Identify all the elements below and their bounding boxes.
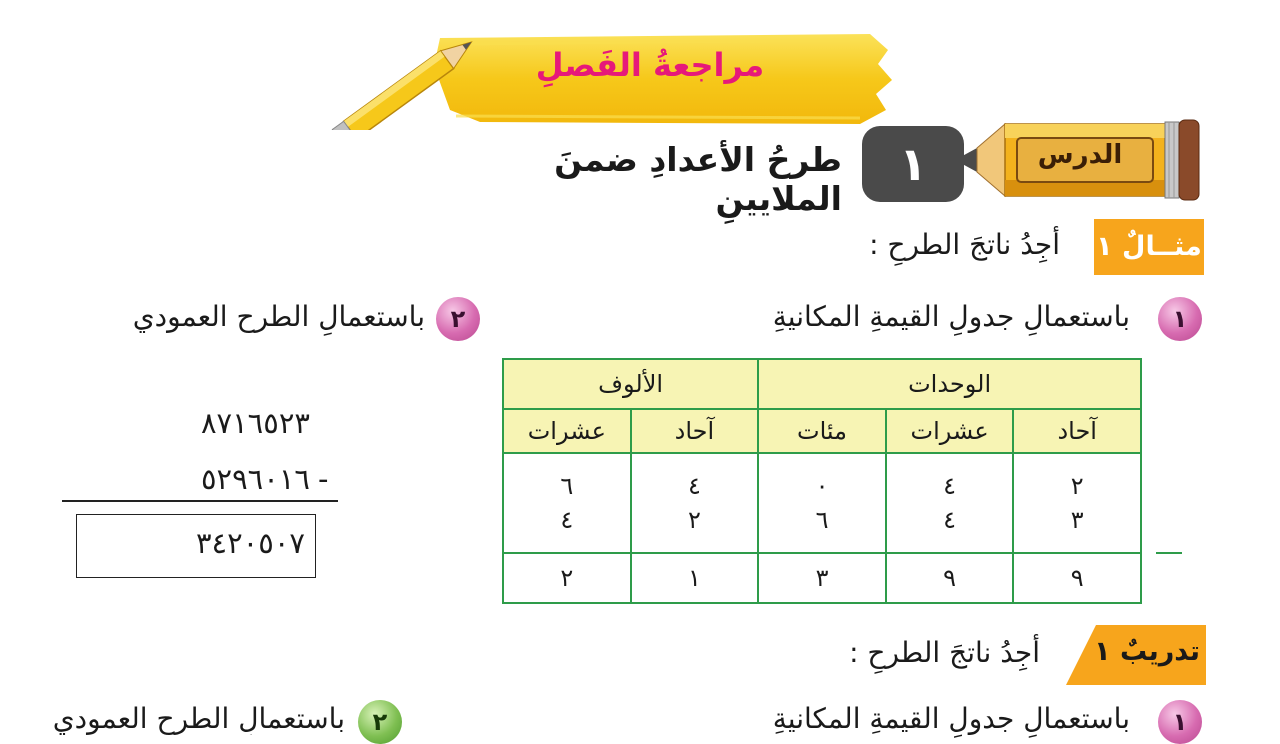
practice-item2-label: باستعمالِ الطرح العمودي	[0, 702, 345, 735]
lesson-title: طرحُ الأعدادِ ضمنَ الملايينِ	[430, 140, 842, 218]
column-header: عشرات	[503, 409, 631, 453]
minuend-digit: ٤	[632, 469, 758, 503]
example-badge: مثــالٌ ١	[1094, 219, 1204, 275]
practice-item1-number-badge: ١	[1158, 700, 1202, 744]
subtrahend-digit: ٣	[1014, 503, 1140, 537]
result-digit: ٣	[758, 553, 886, 603]
subtrahend-digit: ٦	[759, 503, 885, 537]
minuend-digit: ٠	[759, 469, 885, 503]
method2-label: باستعمالِ الطرح العمودي	[60, 300, 425, 333]
place-value-table	[502, 358, 1142, 604]
column-header: آحاد	[1013, 409, 1141, 453]
minus-operator: -	[318, 462, 328, 496]
group-header-thousands: الألوف	[503, 359, 758, 409]
vertical-subtrahend: ٥٢٩٦٠١٦	[70, 462, 310, 496]
table-minus-sign	[1156, 552, 1182, 554]
group-header-units: الوحدات	[758, 359, 1141, 409]
operand-cell	[631, 453, 759, 553]
operand-cell	[503, 453, 631, 553]
method1-label: باستعمالِ جدولِ القيمةِ المكانيةِ	[700, 300, 1130, 333]
subtrahend-digit: ٤	[504, 503, 630, 537]
practice-instruction: أجِدُ ناتجَ الطرحِ :	[740, 636, 1040, 669]
result-digit: ١	[631, 553, 759, 603]
example-instruction: أجِدُ ناتجَ الطرحِ :	[760, 228, 1060, 261]
minuend-digit: ٤	[887, 469, 1013, 503]
minuend-digit: ٦	[504, 469, 630, 503]
column-header: عشرات	[886, 409, 1014, 453]
practice-item1-label: باستعمالِ جدولِ القيمةِ المكانيةِ	[700, 702, 1130, 735]
vertical-difference: ٣٤٢٠٥٠٧	[70, 526, 305, 560]
operand-cell	[758, 453, 886, 553]
vertical-minuend: ٨٧١٦٥٢٣	[70, 406, 310, 440]
result-digit: ٩	[886, 553, 1014, 603]
subtrahend-digit: ٢	[632, 503, 758, 537]
chapter-review-title: مراجعةُ الفَصلِ	[520, 46, 780, 84]
column-header: آحاد	[631, 409, 759, 453]
result-digit: ٢	[503, 553, 631, 603]
lesson-label: الدرس	[1000, 140, 1160, 170]
practice-item2-number-badge: ٢	[358, 700, 402, 744]
subtrahend-digit: ٤	[887, 503, 1013, 537]
minuend-digit: ٢	[1014, 469, 1140, 503]
operand-cell	[886, 453, 1014, 553]
column-header: مئات	[758, 409, 886, 453]
lesson-number-badge: ١	[862, 126, 964, 202]
operand-cell	[1013, 453, 1141, 553]
result-digit: ٩	[1013, 553, 1141, 603]
method1-number-badge: ١	[1158, 297, 1202, 341]
practice-label: تدريبٌ ١	[1066, 636, 1206, 667]
method2-number-badge: ٢	[436, 297, 480, 341]
subtraction-rule	[62, 500, 338, 502]
